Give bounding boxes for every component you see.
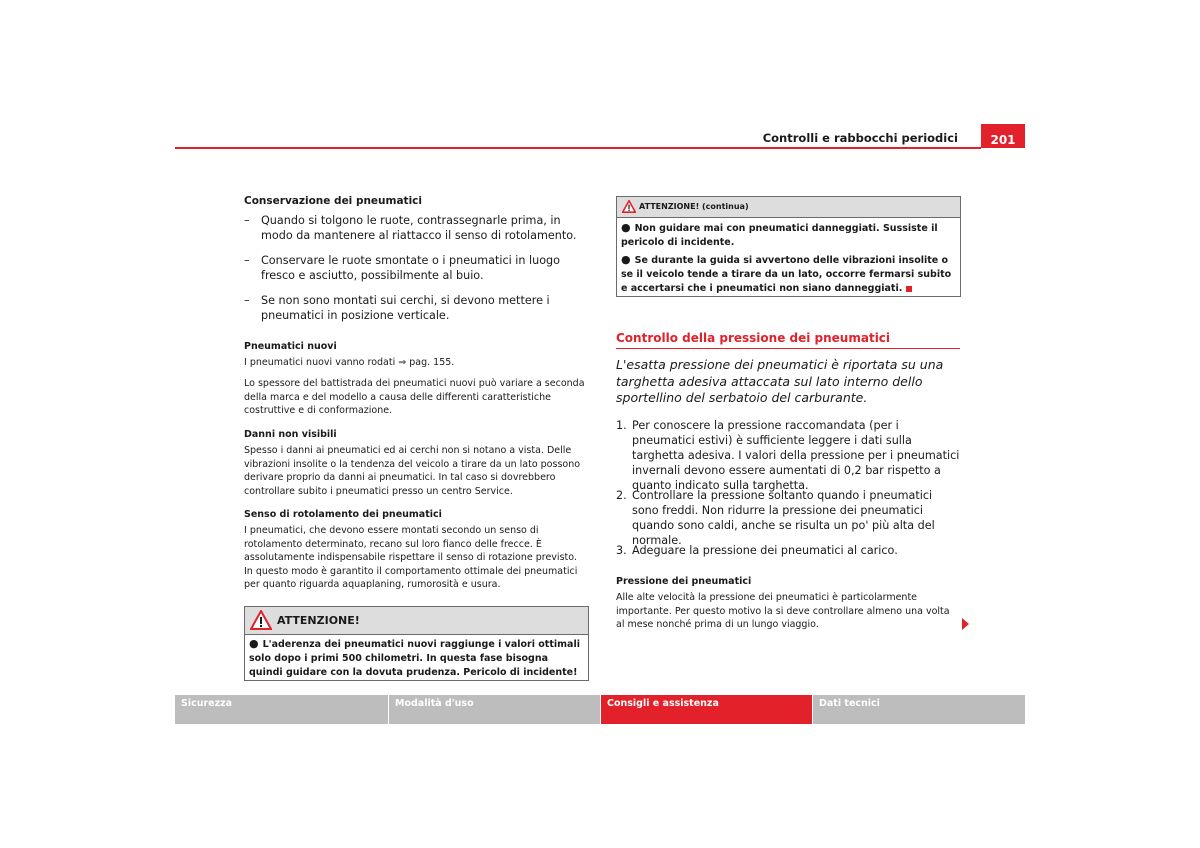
warning-triangle-icon <box>622 200 636 213</box>
rotation-heading: Senso di rotolamento dei pneumatici <box>244 509 442 520</box>
step-number: 2. <box>616 489 627 502</box>
storage-item-text: Quando si tolgono le ruote, contrassegnarle prima, in modo da mantenere al riattacco il senso di rotolamento. <box>261 214 577 242</box>
pressure-section-title: Controllo della pressione dei pneumatici <box>616 331 891 345</box>
tyre-pressure-heading: Pressione dei pneumatici <box>616 576 752 587</box>
next-page-arrow-icon[interactable] <box>962 618 969 630</box>
step-item <box>616 543 960 558</box>
warning-item <box>249 637 584 680</box>
header-rule <box>175 147 981 149</box>
storage-heading: Conservazione dei pneumatici <box>244 195 422 207</box>
warning-title: ATTENZIONE! (continua) <box>639 202 749 211</box>
new-tyres-text: I pneumatici nuovi vanno rodati ⇒ pag. 155. <box>244 357 455 368</box>
storage-item-text: Se non sono montati sui cerchi, si devono mettere i pneumatici in posizione verticale. <box>261 294 550 322</box>
warning-title: ATTENZIONE! <box>277 614 360 627</box>
end-of-section-square-icon <box>906 286 912 292</box>
storage-item-text: Conservare le ruote smontate o i pneumatici in luogo fresco e asciutto, possibilmente al buio. <box>261 254 561 282</box>
step-number: 1. <box>616 419 627 432</box>
step-text: Adeguare la pressione dei pneumatici al carico. <box>632 544 898 557</box>
pressure-intro: L'esatta pressione dei pneumatici è riportata su una targhetta adesiva attaccata sul lato interno dello sportellino del serbatoio del carburante. <box>616 357 944 405</box>
warning-item-text: L'aderenza dei pneumatici nuovi raggiunge i valori ottimali solo dopo i primi 500 chilometri. In questa fase bisogna quindi guidare con la dovuta prudenza. Pericolo di incidente! <box>249 639 580 678</box>
step-number: 3. <box>616 544 627 557</box>
damage-text: Spesso i danni ai pneumatici ed ai cerchi non si notano a vista. Delle vibrazioni insolite o la tendenza del veicolo a tirare da un lato possono derivare proprio da danni ai pneumatici. In tal caso si dovrebbero controllare subito i pneumatici presso un centro Service. <box>244 445 581 497</box>
warning-box-continued <box>616 196 961 297</box>
tab-modalita-uso[interactable]: Modalità d'uso <box>389 695 600 724</box>
warning-body <box>245 635 588 682</box>
warning-header <box>245 607 588 635</box>
section-rule <box>616 348 960 349</box>
bullet-marker: ● <box>621 253 631 266</box>
new-tyres-text-2: Lo spessore del battistrada dei pneumatici nuovi può variare a seconda della marca e del modello a causa delle differenti caratteristiche costruttive e di conformazione. <box>244 378 585 416</box>
storage-item <box>244 293 588 323</box>
warning-triangle-icon <box>250 610 272 630</box>
bullet-marker: ● <box>621 221 631 234</box>
warning-box <box>244 606 589 681</box>
step-item <box>616 418 960 493</box>
step-text: Controllare la pressione soltanto quando i pneumatici sono freddi. Non ridurre la pressione dei pneumatici quando sono caldi, anche se risulta un po' più alta del normale. <box>632 489 935 547</box>
storage-item <box>244 253 588 283</box>
warning-item <box>621 253 956 296</box>
bullet-marker: ● <box>249 637 259 650</box>
step-item <box>616 488 960 548</box>
tab-dati-tecnici[interactable]: Dati tecnici <box>813 695 1025 724</box>
dash-marker: – <box>244 294 250 307</box>
dash-marker: – <box>244 214 250 227</box>
warning-item-text: Se durante la guida si avvertono delle vibrazioni insolite o se il veicolo tende a tirare da un lato, occorre fermarsi subito e accertarsi che i pneumatici non siano danneggiati. <box>621 255 952 294</box>
damage-heading: Danni non visibili <box>244 429 337 440</box>
tab-consigli-assistenza[interactable]: Consigli e assistenza <box>601 695 812 724</box>
rotation-text: I pneumatici, che devono essere montati secondo un senso di rotolamento determinato, recano sul loro fianco delle frecce. È assolutamente indispensabile rispettare il senso di rotazione previsto. In questo modo è garantito il comportamento ottimale dei pneumatici per quanto riguarda aquaplaning, rumorosità e usura. <box>244 525 578 590</box>
warning-item <box>621 221 956 250</box>
warning-body <box>617 218 960 298</box>
storage-item <box>244 213 588 243</box>
warning-header <box>617 197 960 218</box>
warning-item-text: Non guidare mai con pneumatici danneggiati. Sussiste il pericolo di incidente. <box>621 223 938 248</box>
tyre-pressure-text: Alle alte velocità la pressione dei pneumatici è particolarmente importante. Per questo motivo la si deve controllare almeno una volta al mese nonché prima di un lungo viaggio. <box>616 592 950 630</box>
section-title: Controlli e rabbocchi periodici <box>762 131 958 145</box>
page-number: 201 <box>981 124 1025 148</box>
tab-sicurezza[interactable]: Sicurezza <box>175 695 388 724</box>
step-text: Per conoscere la pressione raccomandata (per i pneumatici estivi) è sufficiente leggere i dati sulla targhetta adesiva. I valori della pressione per i pneumatici invernali devono essere aumentati di 0,2 bar rispetto a quanto indicato sulla targhetta. <box>632 419 960 492</box>
dash-marker: – <box>244 254 250 267</box>
new-tyres-heading: Pneumatici nuovi <box>244 341 337 352</box>
